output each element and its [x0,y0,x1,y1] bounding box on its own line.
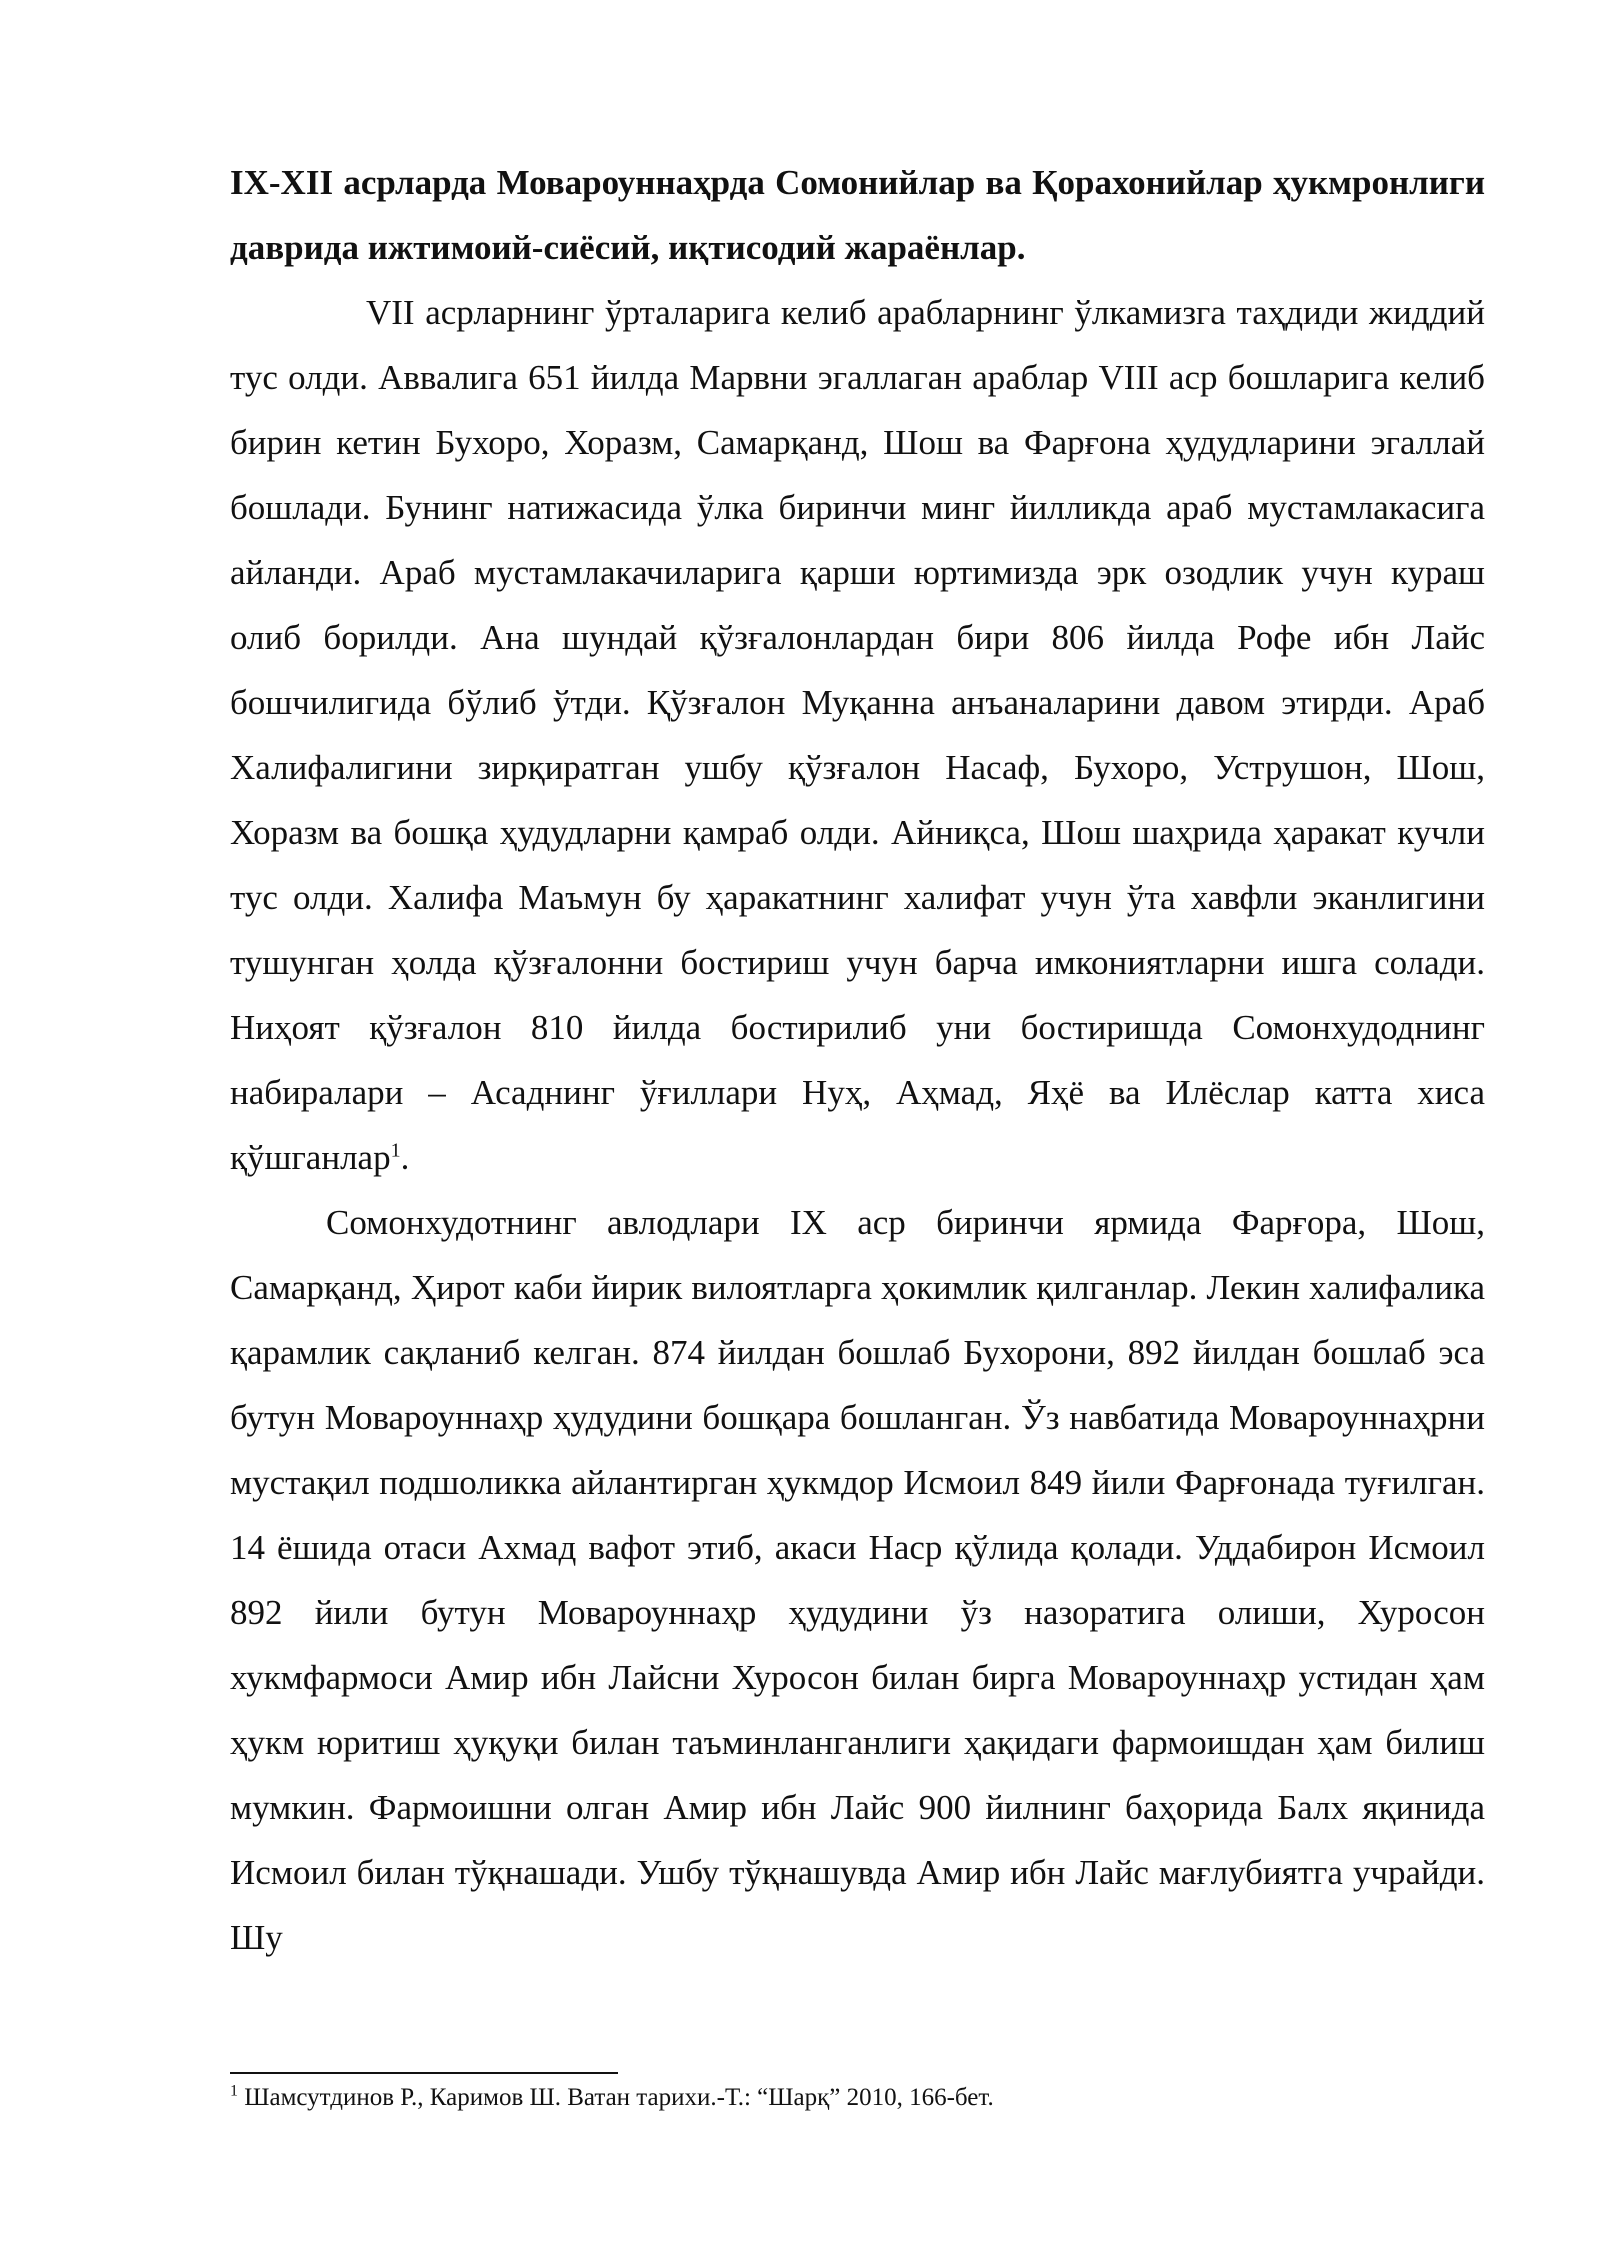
footnote-number: 1 [230,2082,238,2100]
document-page [230,150,1485,1970]
footnote-text: Шамсутдинов Р., Каримов Ш. Ватан тарихи.-Т.: “Шарқ” 2010, 166-бет. [238,2084,994,2111]
paragraph-1 [230,280,1485,1190]
paragraph-2: Сомонхудотнинг авлодлари IX аср биринчи ярмида Фарғора, Шош, Самарқанд, Ҳирот каби йирик вилоятларга ҳокимлик қилганлар. Лекин халифалика қарамлик сақланиб келган. 874 йилдан бошлаб Бухорони, 892 йилдан бошлаб эса бутун Мовароуннаҳр ҳудудини бошқара бошланган. Ўз навбатида Мовароуннаҳрни мустақил подшоликка айлантирган ҳукмдор Исмоил 849 йили Фарғонада туғилган. 14 ёшида отаси Ахмад вафот этиб, акаси Наср қўлида қолади. Уддабирон Исмоил 892 йили бутун Мовароуннаҳр ҳудудини ўз назоратига олиши, Хуросон хукмфармоси Амир ибн Лайсни Хуросон билан бирга Мовароуннаҳр устидан ҳам ҳукм юритиш ҳуқуқи билан таъминланганлиги ҳақидаги фармоишдан ҳам билиш мумкин. Фармоишни олган Амир ибн Лайс 900 йилнинг баҳорида Балх яқинида Исмоил билан тўқнашади. Ушбу тўқнашувда Амир ибн Лайс мағлубиятга учрайди. Шу [230,1203,1485,1957]
paragraph-1-text: VII асрларнинг ўрталарига келиб арабларнинг ўлкамизга таҳдиди жиддий тус олди. Аввалига 651 йилда Марвни эгаллаган араблар VIII аср бошларига келиб бирин кетин Бухоро, Хоразм, Самарқанд, Шош ва Фарғона ҳудудларини эгаллай бошлади. Бунинг натижасида ўлка биринчи минг йилликда араб мустамлакасига айланди. Араб мустамлакачиларига қарши юртимизда эрк озодлик учун кураш олиб борилди. Ана шундай қўзғалонлардан бири 806 йилда Рофе ибн Лайс бошчилигида бўлиб ўтди. Қўзғалон Муқанна анъаналарини давом этирди. Араб Халифалигини зирқиратган ушбу қўзғалон Насаф, Бухоро, Уструшон, Шош, Хоразм ва бошқа ҳудудларни қамраб олди. Айниқса, Шош шаҳрида ҳаракат кучли тус олди. Халифа Маъмун бу ҳаракатнинг халифат учун ўта хавфли эканлигини тушунган ҳолда қўзғалонни бостириш учун барча имкониятларни ишга солади. Ниҳоят қўзғалон 810 йилда бостирилиб уни бостиришда Сомонхудоднинг набиралари – Асаднинг ўғиллари Нуҳ, Аҳмад, Яҳё ва Илёслар катта хиса қўшганлар [230,293,1485,1177]
document-title: IX-XII асрларда Мовароуннаҳрда Сомонийлар ва Қорахонийлар ҳукмронлиги даврида ижтимоий-сиёсий, иқтисодий жараёнлар. [230,163,1485,267]
footnote-separator [230,2072,618,2074]
footnote [230,2082,1485,2114]
footnote-reference[interactable]: 1 [390,1139,401,1162]
paragraph-1-end: . [400,1138,410,1177]
